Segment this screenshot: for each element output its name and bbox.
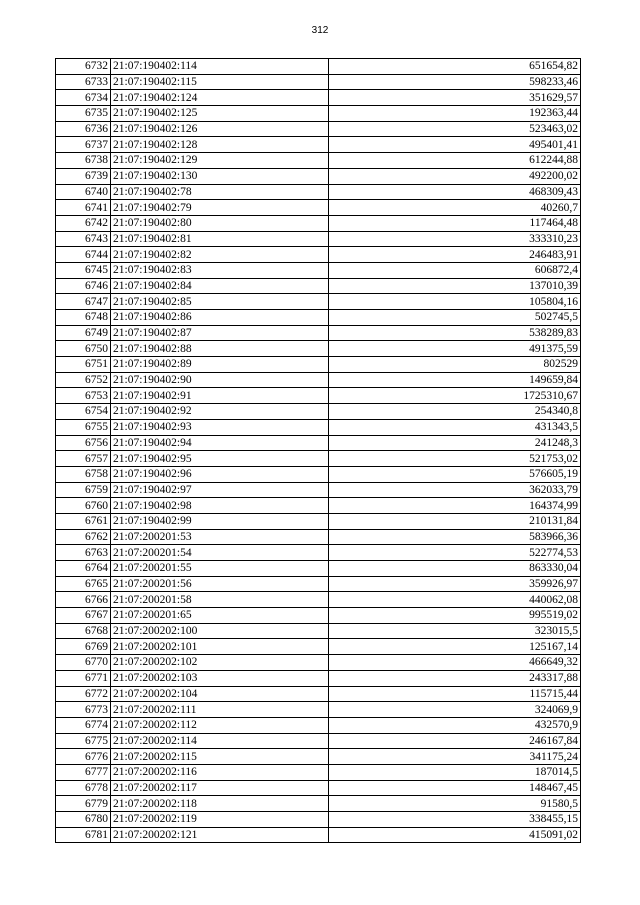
- value-cell: 246167,84: [329, 733, 581, 749]
- value-cell: 324069,9: [329, 702, 581, 718]
- cadastral-number-cell: 21:07:190402:78: [111, 184, 329, 200]
- page-number: 312: [311, 25, 329, 36]
- cadastral-number-cell: 21:07:200201:58: [111, 592, 329, 608]
- table-row: [56, 466, 581, 482]
- cadastral-number-cell: 21:07:190402:80: [111, 215, 329, 231]
- table-row: [56, 247, 581, 263]
- cadastral-number-cell: 21:07:200202:121: [111, 827, 329, 843]
- value-cell: 105804,16: [329, 294, 581, 310]
- table-row: [56, 184, 581, 200]
- value-cell: 802529: [329, 357, 581, 373]
- cadastral-number-cell: 21:07:190402:86: [111, 310, 329, 326]
- row-number-cell: 6759: [56, 482, 111, 498]
- row-number-cell: 6753: [56, 388, 111, 404]
- cadastral-number-cell: 21:07:200202:115: [111, 749, 329, 765]
- table-row: [56, 482, 581, 498]
- row-number-cell: 6771: [56, 670, 111, 686]
- row-number-cell: 6770: [56, 655, 111, 671]
- table-row: [56, 561, 581, 577]
- row-number-cell: 6765: [56, 576, 111, 592]
- cadastral-number-cell: 21:07:200201:55: [111, 561, 329, 577]
- row-number-cell: 6762: [56, 529, 111, 545]
- table-row: [56, 137, 581, 153]
- value-cell: 440062,08: [329, 592, 581, 608]
- row-number-cell: 6757: [56, 451, 111, 467]
- cadastral-number-cell: 21:07:190402:99: [111, 513, 329, 529]
- table-row: [56, 435, 581, 451]
- cadastral-number-cell: 21:07:200201:54: [111, 545, 329, 561]
- row-number-cell: 6747: [56, 294, 111, 310]
- value-cell: 495401,41: [329, 137, 581, 153]
- table-row: [56, 310, 581, 326]
- row-number-cell: 6735: [56, 106, 111, 122]
- cadastral-number-cell: 21:07:200202:119: [111, 812, 329, 828]
- table-row: [56, 827, 581, 843]
- value-cell: 598233,46: [329, 74, 581, 90]
- table-row: [56, 278, 581, 294]
- cadastral-number-cell: 21:07:190402:97: [111, 482, 329, 498]
- cadastral-number-cell: 21:07:190402:126: [111, 121, 329, 137]
- row-number-cell: 6749: [56, 325, 111, 341]
- value-cell: 538289,83: [329, 325, 581, 341]
- value-cell: 323015,5: [329, 623, 581, 639]
- table-row: [56, 749, 581, 765]
- row-number-cell: 6752: [56, 372, 111, 388]
- row-number-cell: 6766: [56, 592, 111, 608]
- value-cell: 338455,15: [329, 812, 581, 828]
- row-number-cell: 6758: [56, 466, 111, 482]
- row-number-cell: 6740: [56, 184, 111, 200]
- table-row: [56, 796, 581, 812]
- table-row: [56, 670, 581, 686]
- cadastral-number-cell: 21:07:200201:56: [111, 576, 329, 592]
- row-number-cell: 6764: [56, 561, 111, 577]
- table-row: [56, 200, 581, 216]
- cadastral-number-cell: 21:07:200202:117: [111, 780, 329, 796]
- table-row: [56, 513, 581, 529]
- cadastral-number-cell: 21:07:200201:53: [111, 529, 329, 545]
- value-cell: 651654,82: [329, 59, 581, 75]
- row-number-cell: 6773: [56, 702, 111, 718]
- cadastral-number-cell: 21:07:190402:79: [111, 200, 329, 216]
- value-cell: 612244,88: [329, 153, 581, 169]
- row-number-cell: 6775: [56, 733, 111, 749]
- value-cell: 333310,23: [329, 231, 581, 247]
- row-number-cell: 6769: [56, 639, 111, 655]
- value-cell: 149659,84: [329, 372, 581, 388]
- cadastral-number-cell: 21:07:190402:98: [111, 498, 329, 514]
- cadastral-number-cell: 21:07:190402:94: [111, 435, 329, 451]
- value-cell: 137010,39: [329, 278, 581, 294]
- cadastral-number-cell: 21:07:190402:114: [111, 59, 329, 75]
- value-cell: 491375,59: [329, 341, 581, 357]
- cadastral-number-cell: 21:07:190402:81: [111, 231, 329, 247]
- cadastral-number-cell: 21:07:200202:103: [111, 670, 329, 686]
- row-number-cell: 6755: [56, 419, 111, 435]
- cadastral-number-cell: 21:07:190402:83: [111, 262, 329, 278]
- table-row: [56, 153, 581, 169]
- value-cell: 432570,9: [329, 717, 581, 733]
- cadastral-number-cell: 21:07:190402:125: [111, 106, 329, 122]
- table-row: [56, 404, 581, 420]
- value-cell: 415091,02: [329, 827, 581, 843]
- table-row: [56, 702, 581, 718]
- row-number-cell: 6779: [56, 796, 111, 812]
- row-number-cell: 6750: [56, 341, 111, 357]
- table-row: [56, 733, 581, 749]
- value-cell: 243317,88: [329, 670, 581, 686]
- cadastral-number-cell: 21:07:190402:89: [111, 357, 329, 373]
- row-number-cell: 6742: [56, 215, 111, 231]
- table-row: [56, 388, 581, 404]
- row-number-cell: 6748: [56, 310, 111, 326]
- value-cell: 254340,8: [329, 404, 581, 420]
- table-row: [56, 294, 581, 310]
- value-cell: 492200,02: [329, 168, 581, 184]
- row-number-cell: 6732: [56, 59, 111, 75]
- table-row: [56, 545, 581, 561]
- cadastral-number-cell: 21:07:200202:102: [111, 655, 329, 671]
- cadastral-number-cell: 21:07:190402:95: [111, 451, 329, 467]
- value-cell: 466649,32: [329, 655, 581, 671]
- row-number-cell: 6737: [56, 137, 111, 153]
- value-cell: 522774,53: [329, 545, 581, 561]
- table-row: [56, 357, 581, 373]
- row-number-cell: 6745: [56, 262, 111, 278]
- table-row: [56, 717, 581, 733]
- value-cell: 40260,7: [329, 200, 581, 216]
- value-cell: 502745,5: [329, 310, 581, 326]
- value-cell: 583966,36: [329, 529, 581, 545]
- cadastral-number-cell: 21:07:200202:104: [111, 686, 329, 702]
- value-cell: 995519,02: [329, 608, 581, 624]
- cadastral-number-cell: 21:07:190402:96: [111, 466, 329, 482]
- row-number-cell: 6734: [56, 90, 111, 106]
- row-number-cell: 6781: [56, 827, 111, 843]
- cadastral-number-cell: 21:07:190402:82: [111, 247, 329, 263]
- table-row: [56, 74, 581, 90]
- table-row: [56, 372, 581, 388]
- cadastral-number-cell: 21:07:200202:100: [111, 623, 329, 639]
- table-row: [56, 576, 581, 592]
- cadastral-number-cell: 21:07:200202:111: [111, 702, 329, 718]
- table-row: [56, 341, 581, 357]
- table-row: [56, 231, 581, 247]
- cadastral-number-cell: 21:07:190402:84: [111, 278, 329, 294]
- value-cell: 125167,14: [329, 639, 581, 655]
- cadastral-number-cell: 21:07:190402:88: [111, 341, 329, 357]
- cadastral-number-cell: 21:07:200202:118: [111, 796, 329, 812]
- table-row: [56, 529, 581, 545]
- row-number-cell: 6761: [56, 513, 111, 529]
- table-row: [56, 592, 581, 608]
- row-number-cell: 6767: [56, 608, 111, 624]
- table-row: [56, 106, 581, 122]
- row-number-cell: 6736: [56, 121, 111, 137]
- row-number-cell: 6778: [56, 780, 111, 796]
- value-cell: 362033,79: [329, 482, 581, 498]
- cadastral-number-cell: 21:07:190402:93: [111, 419, 329, 435]
- value-cell: 210131,84: [329, 513, 581, 529]
- cadastral-number-cell: 21:07:190402:87: [111, 325, 329, 341]
- cadastral-number-cell: 21:07:200202:114: [111, 733, 329, 749]
- value-cell: 164374,99: [329, 498, 581, 514]
- table-row: [56, 623, 581, 639]
- row-number-cell: 6733: [56, 74, 111, 90]
- cadastral-number-cell: 21:07:200202:101: [111, 639, 329, 655]
- row-number-cell: 6743: [56, 231, 111, 247]
- table-row: [56, 121, 581, 137]
- cadastral-number-cell: 21:07:190402:85: [111, 294, 329, 310]
- cadastral-number-cell: 21:07:190402:90: [111, 372, 329, 388]
- value-cell: 1725310,67: [329, 388, 581, 404]
- value-cell: 148467,45: [329, 780, 581, 796]
- value-cell: 117464,48: [329, 215, 581, 231]
- row-number-cell: 6744: [56, 247, 111, 263]
- table-row: [56, 780, 581, 796]
- row-number-cell: 6739: [56, 168, 111, 184]
- cadastral-number-cell: 21:07:190402:124: [111, 90, 329, 106]
- table-row: [56, 90, 581, 106]
- value-cell: 863330,04: [329, 561, 581, 577]
- value-cell: 341175,24: [329, 749, 581, 765]
- row-number-cell: 6777: [56, 764, 111, 780]
- value-cell: 192363,44: [329, 106, 581, 122]
- row-number-cell: 6763: [56, 545, 111, 561]
- value-cell: 115715,44: [329, 686, 581, 702]
- row-number-cell: 6776: [56, 749, 111, 765]
- table-row: [56, 655, 581, 671]
- value-cell: 359926,97: [329, 576, 581, 592]
- row-number-cell: 6772: [56, 686, 111, 702]
- row-number-cell: 6774: [56, 717, 111, 733]
- table-row: [56, 764, 581, 780]
- table-row: [56, 686, 581, 702]
- table-row: [56, 419, 581, 435]
- cadastral-number-cell: 21:07:190402:130: [111, 168, 329, 184]
- value-cell: 431343,5: [329, 419, 581, 435]
- row-number-cell: 6756: [56, 435, 111, 451]
- table-row: [56, 812, 581, 828]
- cadastral-number-cell: 21:07:190402:115: [111, 74, 329, 90]
- value-cell: 606872,4: [329, 262, 581, 278]
- cadastral-number-cell: 21:07:190402:91: [111, 388, 329, 404]
- row-number-cell: 6741: [56, 200, 111, 216]
- cadastral-number-cell: 21:07:200202:112: [111, 717, 329, 733]
- value-cell: 521753,02: [329, 451, 581, 467]
- value-cell: 246483,91: [329, 247, 581, 263]
- table-body: [56, 59, 581, 843]
- table-row: [56, 262, 581, 278]
- table-row: [56, 608, 581, 624]
- cadastral-number-cell: 21:07:190402:92: [111, 404, 329, 420]
- table-row: [56, 215, 581, 231]
- cadastral-number-cell: 21:07:200202:116: [111, 764, 329, 780]
- value-cell: 468309,43: [329, 184, 581, 200]
- table-row: [56, 451, 581, 467]
- row-number-cell: 6751: [56, 357, 111, 373]
- value-cell: 523463,02: [329, 121, 581, 137]
- table-row: [56, 168, 581, 184]
- value-cell: 576605,19: [329, 466, 581, 482]
- row-number-cell: 6780: [56, 812, 111, 828]
- data-table: [55, 58, 581, 843]
- table-row: [56, 59, 581, 75]
- row-number-cell: 6754: [56, 404, 111, 420]
- value-cell: 351629,57: [329, 90, 581, 106]
- table-row: [56, 498, 581, 514]
- cadastral-number-cell: 21:07:200201:65: [111, 608, 329, 624]
- cadastral-number-cell: 21:07:190402:128: [111, 137, 329, 153]
- row-number-cell: 6768: [56, 623, 111, 639]
- row-number-cell: 6746: [56, 278, 111, 294]
- table-row: [56, 639, 581, 655]
- value-cell: 187014,5: [329, 764, 581, 780]
- value-cell: 241248,3: [329, 435, 581, 451]
- row-number-cell: 6738: [56, 153, 111, 169]
- value-cell: 91580,5: [329, 796, 581, 812]
- cadastral-number-cell: 21:07:190402:129: [111, 153, 329, 169]
- table-row: [56, 325, 581, 341]
- row-number-cell: 6760: [56, 498, 111, 514]
